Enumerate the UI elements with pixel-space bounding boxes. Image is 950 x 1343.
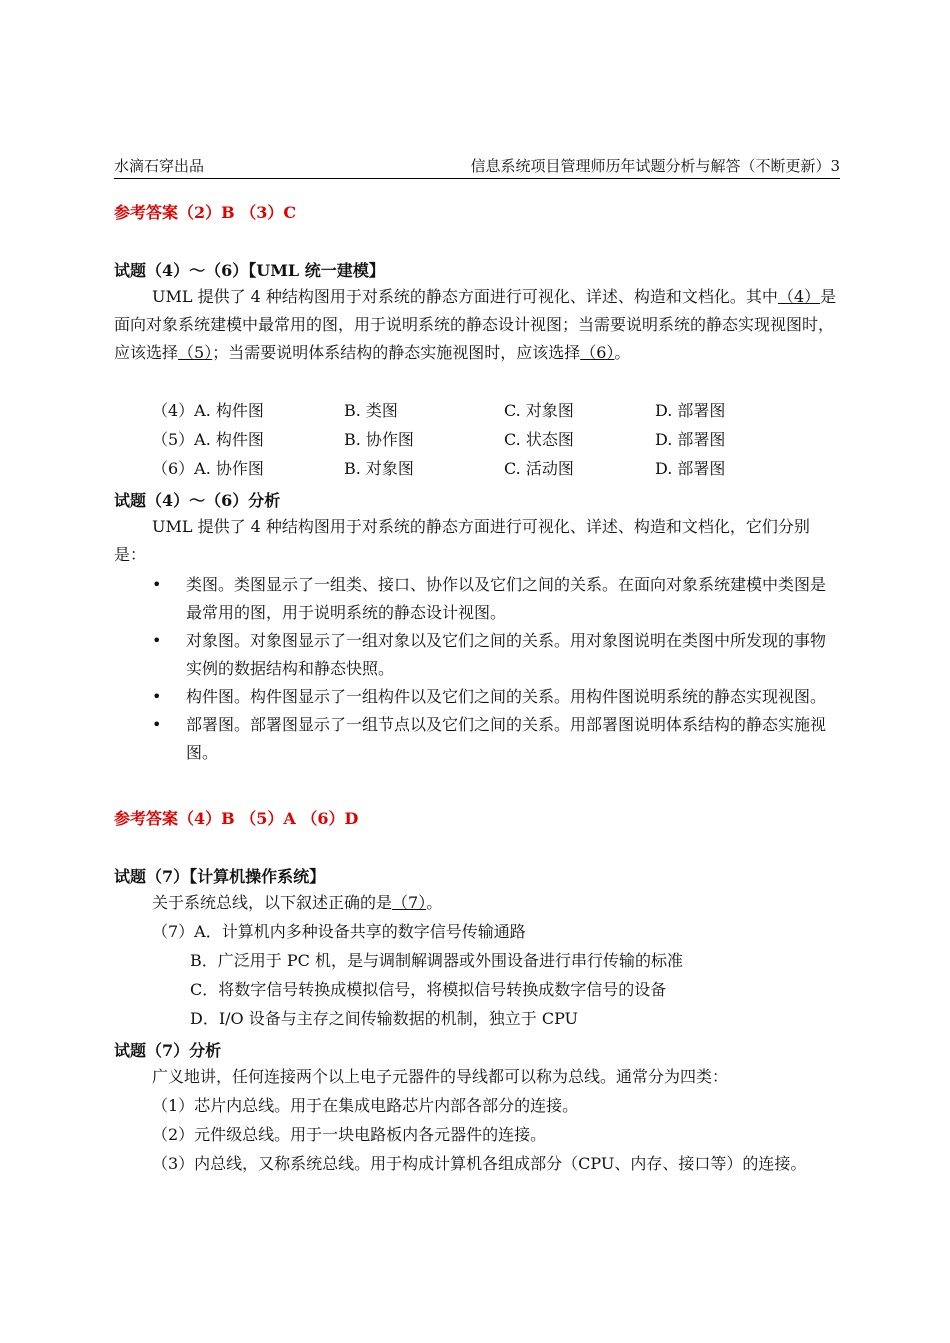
- option-6d: D. 部署图: [655, 459, 726, 478]
- stem-part-a: 关于系统总线，以下叙述正确的是: [152, 893, 393, 912]
- option-5c: C. 状态图: [504, 430, 574, 449]
- analysis-7-line: （2）元件级总线。用于一块电路板内各元器件的连接。: [152, 1125, 547, 1144]
- list-item: [114, 571, 840, 627]
- option-7c: C．将数字信号转换成模拟信号，将模拟信号转换成数字信号的设备: [190, 980, 667, 999]
- option-6c: C. 活动图: [504, 459, 574, 478]
- options-row-5: [152, 426, 842, 454]
- blank-5: （5）: [178, 343, 213, 362]
- options-row-4: [152, 397, 842, 425]
- list-item-text: 构件图。构件图显示了一组构件以及它们之间的关系。用构件图说明系统的静态实现视图。: [186, 687, 827, 706]
- option-4a: （4）A. 构件图: [152, 401, 264, 420]
- option-6b: B. 对象图: [344, 459, 414, 478]
- answer-4-6: 参考答案（4）B （5）A （6）D: [114, 809, 359, 828]
- question-4-6-stem: [114, 283, 840, 367]
- header-title: 信息系统项目管理师历年试题分析与解答（不断更新）3: [470, 157, 840, 175]
- list-item-text: 部署图。部署图显示了一组节点以及它们之间的关系。用部署图说明体系结构的静态实施视图。: [186, 715, 827, 762]
- stem-part-c: ；当需要说明体系结构的静态实施视图时，应该选择: [212, 343, 581, 362]
- option-4d: D. 部署图: [655, 401, 726, 420]
- list-item: [114, 627, 840, 683]
- options-row-6: [152, 455, 842, 483]
- option-7d: D．I/O 设备与主存之间传输数据的机制，独立于 CPU: [190, 1009, 579, 1028]
- option-7a: （7）A．计算机内多种设备共享的数字信号传输通路: [152, 922, 526, 941]
- question-7-heading: 试题（7）【计算机操作系统】: [114, 867, 326, 886]
- bullet-icon: •: [152, 715, 162, 734]
- list-item: [114, 711, 840, 767]
- option-7b: B．广泛用于 PC 机，是与调制解调器或外围设备进行串行传输的标准: [190, 951, 683, 970]
- blank-4: （4）: [777, 287, 821, 306]
- list-item-text: 对象图。对象图显示了一组对象以及它们之间的关系。用对象图说明在类图中所发现的事物实例的数据结构和静态快照。: [186, 631, 827, 678]
- option-4c: C. 对象图: [504, 401, 574, 420]
- analysis-7-line: 广义地讲，任何连接两个以上电子元器件的导线都可以称为总线。通常分为四类：: [152, 1067, 729, 1086]
- blank-6: （6）: [580, 343, 615, 362]
- stem-part-d: 。: [614, 343, 631, 362]
- stem-part-b: 。: [426, 893, 443, 912]
- list-item: [114, 683, 840, 711]
- bullet-icon: •: [152, 575, 162, 594]
- option-5b: B. 协作图: [344, 430, 414, 449]
- option-4b: B. 类图: [344, 401, 398, 420]
- option-5d: D. 部署图: [655, 430, 726, 449]
- analysis-7-line: （1）芯片内总线。用于在集成电路芯片内部各部分的连接。: [152, 1096, 579, 1115]
- question-4-6-heading: 试题（4）～（6）【UML 统一建模】: [114, 261, 385, 280]
- header-publisher: 水滴石穿出品: [114, 157, 205, 175]
- list-item-text: 类图。类图显示了一组类、接口、协作以及它们之间的关系。在面向对象系统建模中类图是最常用的图，用于说明系统的静态设计视图。: [186, 575, 827, 622]
- option-5a: （5）A. 构件图: [152, 430, 264, 449]
- analysis-4-6-heading: 试题（4）～（6）分析: [114, 491, 281, 510]
- analysis-7-line: （3）内总线，又称系统总线。用于构成计算机各组成部分（CPU、内存、接口等）的连接。: [152, 1154, 807, 1173]
- page-header: [114, 156, 840, 179]
- analysis-4-6-intro: UML 提供了 4 种结构图用于对系统的静态方面进行可视化、详述、构造和文档化，它们分别是：: [114, 517, 810, 564]
- answer-2-3: 参考答案（2）B （3）C: [114, 203, 297, 222]
- bullet-icon: •: [152, 631, 162, 650]
- analysis-7-heading: 试题（7）分析: [114, 1041, 222, 1060]
- question-7-stem: [152, 889, 442, 917]
- bullet-icon: •: [152, 687, 162, 706]
- blank-7: （7）: [392, 893, 427, 912]
- stem-part-b: 是面向对象系统建模中最常用的图，用于说明系统的静态设计视图；当需要说明系统的静态实现视图时，应该选择: [114, 287, 837, 362]
- option-6a: （6）A. 协作图: [152, 459, 264, 478]
- analysis-4-6-list: [114, 571, 840, 767]
- stem-part-a: UML 提供了 4 种结构图用于对系统的静态方面进行可视化、详述、构造和文档化。其中: [152, 287, 778, 306]
